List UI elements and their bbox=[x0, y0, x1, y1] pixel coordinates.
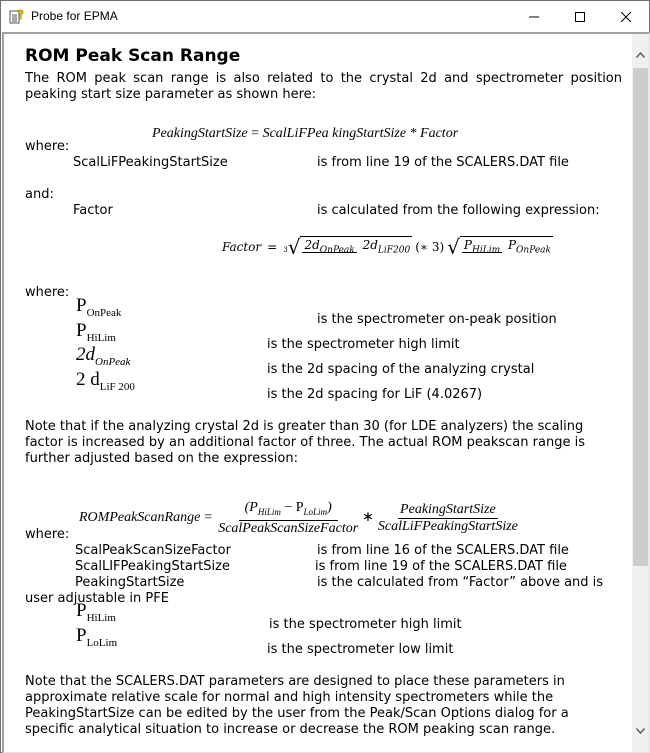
note-1-line-2: factor is increased by an additional factor of three. The actual ROM peakscan range is bbox=[25, 435, 585, 450]
scroll-down-button[interactable] bbox=[632, 722, 649, 739]
desc-factor: is calculated from the following expression: bbox=[317, 203, 600, 218]
minimize-button[interactable] bbox=[511, 1, 557, 32]
chevron-up-icon bbox=[636, 52, 645, 58]
desc-scallif-peaking-start-size-2: is from line 19 of the SCALERS.DAT file bbox=[315, 559, 567, 574]
var-p-hilim: $P_{HiLim}$ bbox=[76, 320, 116, 344]
term-scallif-peaking-start-size: ScalLiFPeakingStartSize bbox=[73, 155, 228, 170]
svg-text:?: ? bbox=[17, 8, 24, 22]
note-2-line-3: PeakingStartSize can be edited by the user from the Peak/Scan Options dialog for a bbox=[25, 706, 569, 721]
var-2d-lif200: 2 $d_{LiF 200}$ bbox=[76, 369, 135, 393]
equation-peaking-start-size: PeakingStartSize = ScalLiFPea kingStartSize * Factor bbox=[152, 126, 459, 141]
close-button[interactable] bbox=[603, 1, 649, 32]
term-factor: Factor bbox=[73, 203, 113, 218]
term-scal-peak-scan-size-factor: ScalPeakScanSizeFactor bbox=[75, 543, 231, 558]
desc-p-lolim: is the spectrometer low limit bbox=[267, 642, 454, 657]
vertical-scrollbar[interactable] bbox=[632, 34, 649, 752]
var-p-lolim: $P_{LoLim}$ bbox=[76, 625, 118, 649]
var-p-hilim-2: $P_{HiLim}$ bbox=[76, 600, 116, 624]
where-label-3: where: bbox=[25, 527, 70, 542]
note-2-line-4: specific analytical situation to increase or decrease the ROM peaking scan range. bbox=[25, 722, 556, 737]
note-2-line-2: approximate relative scale for normal and high intensity spectrometers while the bbox=[25, 690, 554, 705]
minimize-icon bbox=[529, 12, 539, 22]
desc-p-hilim: is the spectrometer high limit bbox=[267, 337, 460, 352]
note-1-line-1: Note that if the analyzing crystal 2d is greater than 30 (for LDE analyzers) the scaling bbox=[25, 419, 584, 434]
desc-2d-onpeak: is the 2d spacing of the analyzing crystal bbox=[267, 362, 535, 377]
where-label-1: where: bbox=[25, 139, 70, 154]
help-content-pane[interactable] bbox=[2, 32, 650, 753]
desc-p-onpeak: is the spectrometer on-peak position bbox=[317, 312, 557, 327]
intro-text-line-1: The ROM peak scan range is also related to the crystal 2d and spectrometer position bbox=[25, 71, 622, 86]
equation-rom-peak-scan-range: ROMPeakScanRange = $\frac{(P_{HiLim} - P_{LoLim})}{\text{ScalPeakScanSizeFactor}}$ ∗ $\frac{\text{PeakingStartSize}}{\text{ScalLiFPeakingStartSize}}$ bbox=[79, 500, 518, 536]
var-p-onpeak: $P_{OnPeak}$ bbox=[76, 295, 122, 319]
desc-peaking-start-size-wrap: user adjustable in PFE bbox=[25, 591, 169, 606]
scrollbar-thumb[interactable] bbox=[633, 68, 648, 566]
maximize-button[interactable] bbox=[557, 1, 603, 32]
title-bar[interactable] bbox=[1, 1, 649, 32]
radical-sign: √ bbox=[447, 235, 460, 260]
note-1-line-3: further adjusted based on the expression: bbox=[25, 451, 298, 466]
close-icon bbox=[621, 12, 631, 22]
window-title: Probe for EPMA bbox=[31, 9, 118, 23]
radical-sign: √ bbox=[287, 235, 301, 260]
term-scallif-peaking-start-size-2: ScalLIFPeakingStartSize bbox=[75, 559, 230, 574]
intro-text-line-2: peaking start size parameter as shown here: bbox=[25, 87, 317, 102]
desc-peaking-start-size: is the calculated from “Factor” above and is bbox=[317, 575, 604, 590]
term-peaking-start-size: PeakingStartSize bbox=[75, 575, 185, 590]
chevron-down-icon bbox=[636, 728, 645, 734]
scroll-up-button[interactable] bbox=[632, 46, 649, 63]
page-title: ROM Peak Scan Range bbox=[25, 46, 241, 66]
where-label-2: where: bbox=[25, 285, 70, 300]
equation-factor: Factor = 3 √ $2d_{OnPeak}$ $2d_{LiF200}$ (∗ 3) √ $P_{HiLim}$ $P_{OnPeak}$ bbox=[222, 235, 552, 260]
maximize-icon bbox=[575, 12, 585, 22]
note-2-line-1: Note that the SCALERS.DAT parameters are designed to place these parameters in bbox=[25, 674, 565, 689]
var-2d-onpeak: $2d_{OnPeak}$ bbox=[76, 344, 131, 368]
desc-p-hilim-2: is the spectrometer high limit bbox=[269, 617, 462, 632]
desc-scallif-peaking-start-size: is from line 19 of the SCALERS.DAT file bbox=[317, 155, 569, 170]
desc-scal-peak-scan-size-factor: is from line 16 of the SCALERS.DAT file bbox=[317, 543, 569, 558]
and-label: and: bbox=[25, 187, 54, 202]
desc-2d-lif200: is the 2d spacing for LiF (4.0267) bbox=[267, 387, 483, 402]
help-book-icon bbox=[9, 8, 25, 24]
